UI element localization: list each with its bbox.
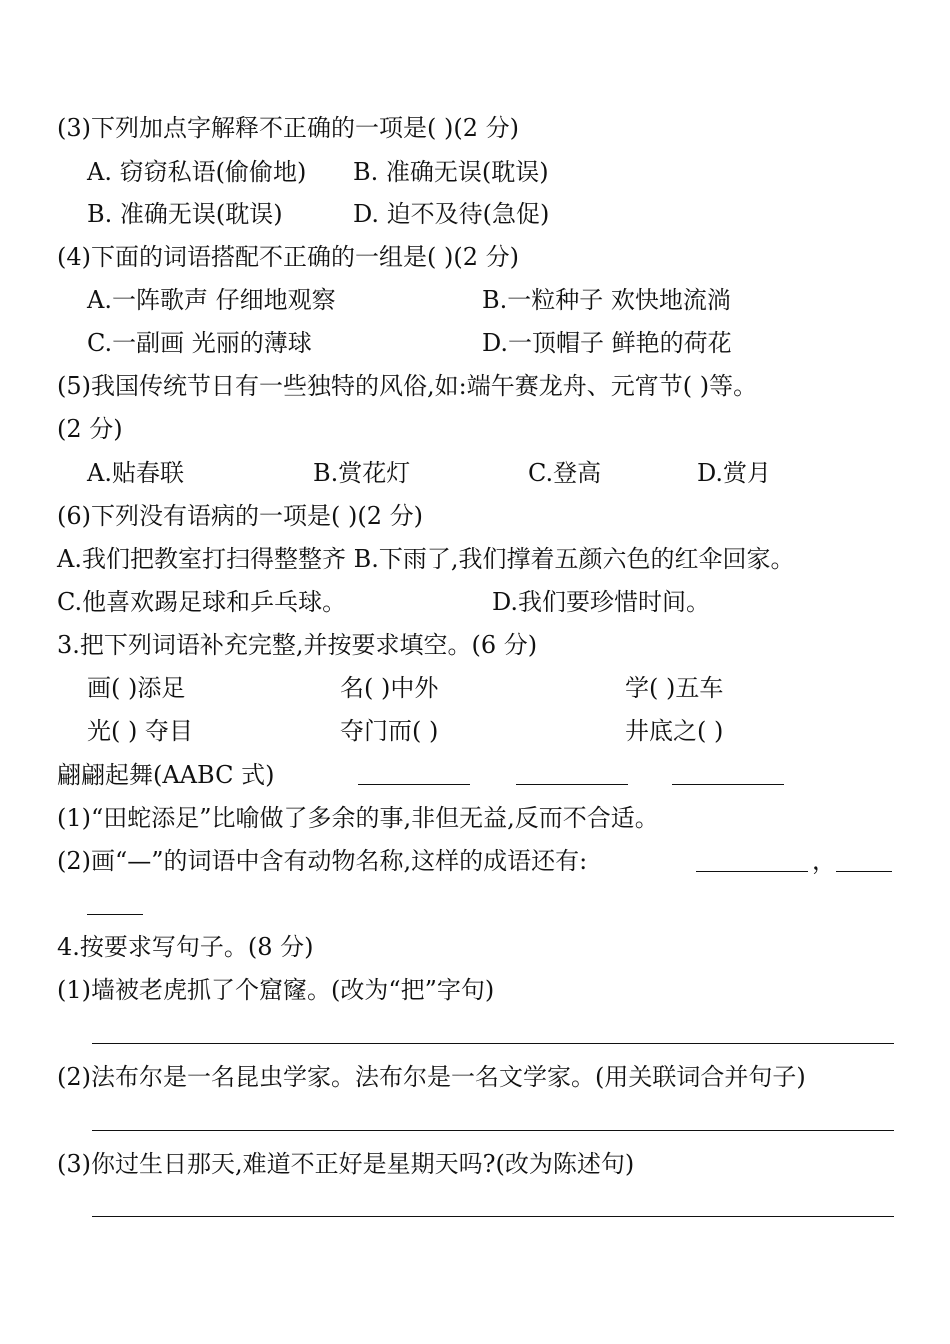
question-4-sub-3: (3)你过生日那天,难道不正好是星期天吗?(改为陈述句) — [57, 1150, 635, 1178]
answer-line-3[interactable] — [92, 1216, 894, 1217]
option-c: C.一副画 光丽的薄球 — [87, 329, 312, 357]
option-b-repeat: B. 准确无误(耽误) — [87, 200, 283, 228]
animal-idiom-blank-1[interactable] — [696, 871, 808, 872]
option-d: D.我们要珍惜时间。 — [492, 588, 711, 616]
animal-idiom-blank-2-start[interactable] — [836, 871, 892, 872]
option-a-b: A.我们把教室打扫得整整齐 B.下雨了,我们撑着五颜六色的红伞回家。 — [57, 545, 795, 573]
question-2-4-stem: (4)下面的词语搭配不正确的一组是( )(2 分) — [57, 243, 519, 271]
answer-line-1[interactable] — [92, 1043, 894, 1044]
idiom-5: 夺门而( ) — [340, 717, 439, 745]
option-b: B.赏花灯 — [313, 459, 411, 487]
option-d: D.赏月 — [697, 459, 772, 487]
option-d: D.一顶帽子 鲜艳的荷花 — [482, 329, 732, 357]
question-3-title: 3.把下列词语补充完整,并按要求填空。(6 分) — [57, 631, 538, 659]
aabc-blank-1[interactable] — [358, 784, 470, 785]
idiom-2: 名( )中外 — [340, 674, 439, 702]
option-a: A.一阵歌声 仔细地观察 — [87, 286, 336, 314]
question-2-6-stem: (6)下列没有语病的一项是( )(2 分) — [57, 502, 423, 530]
question-2-3-stem: (3)下列加点字解释不正确的一项是( )(2 分) — [57, 114, 519, 142]
answer-line-2[interactable] — [92, 1130, 894, 1131]
option-b: B. 准确无误(耽误) — [353, 158, 549, 186]
idiom-3: 学( )五车 — [625, 674, 724, 702]
option-c: C.登高 — [528, 459, 602, 487]
idiom-6: 井底之( ) — [625, 717, 724, 745]
question-3-sub-2: (2)画“—”的词语中含有动物名称,这样的成语还有: — [57, 847, 588, 875]
aabc-blank-3[interactable] — [672, 784, 784, 785]
comma: ， — [812, 847, 836, 875]
question-4-sub-2: (2)法布尔是一名昆虫学家。法布尔是一名文学家。(用关联词合并句子) — [57, 1063, 806, 1091]
question-4-sub-1: (1)墙被老虎抓了个窟窿。(改为“把”字句) — [57, 976, 495, 1004]
question-3-sub-1: (1)“田蛇添足”比喻做了多余的事,非但无益,反而不合适。 — [57, 804, 659, 832]
aabc-blank-2[interactable] — [516, 784, 628, 785]
idiom-7: 翩翩起舞(AABC 式) — [57, 761, 275, 789]
question-4-title: 4.按要求写句子。(8 分) — [57, 933, 314, 961]
idiom-4: 光( ) 夺目 — [87, 717, 193, 745]
question-2-5-score: (2 分) — [57, 415, 123, 443]
question-2-5-stem: (5)我国传统节日有一些独特的风俗,如:端午赛龙舟、元宵节( )等。 — [57, 372, 758, 400]
animal-idiom-blank-2-end[interactable] — [87, 914, 143, 915]
option-b: B.一粒种子 欢快地流淌 — [482, 286, 731, 314]
option-a: A. 窃窃私语(偷偷地) — [87, 158, 307, 186]
option-a: A.贴春联 — [87, 459, 184, 487]
option-d: D. 迫不及待(急促) — [353, 200, 550, 228]
option-c: C.他喜欢踢足球和乒乓球。 — [57, 588, 347, 616]
idiom-1: 画( )添足 — [87, 674, 186, 702]
